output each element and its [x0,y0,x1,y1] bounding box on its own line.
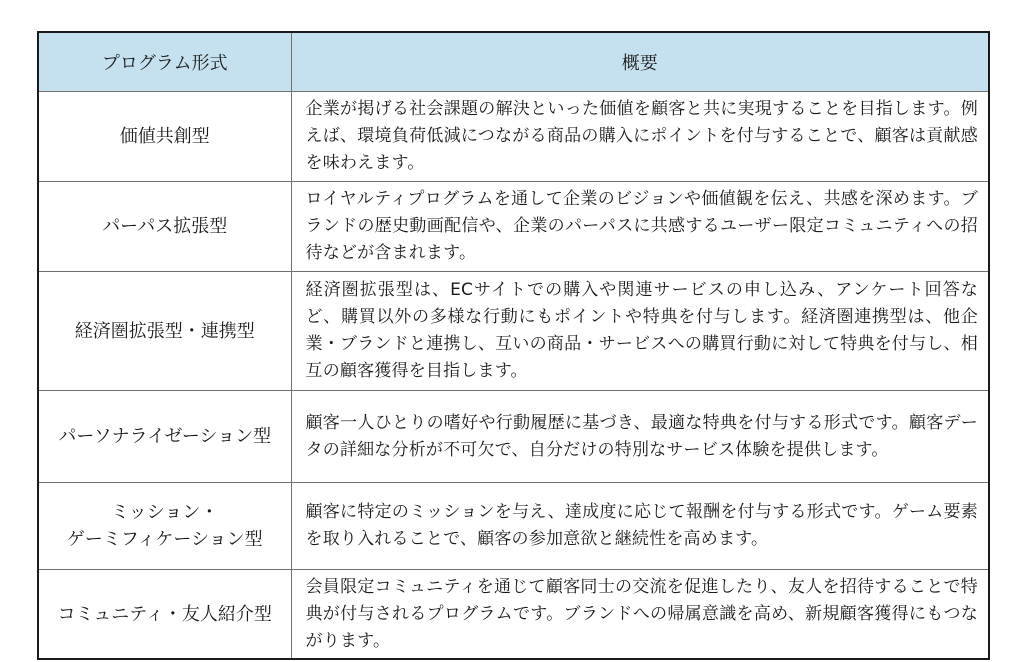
program-type-cell: パーソナライゼーション型 [38,391,291,483]
table-row [38,570,989,660]
table-row [38,391,989,483]
program-type-cell: ミッション・ ゲーミフィケーション型 [38,483,291,570]
program-summary-cell: 企業が掲げる社会課題の解決といった価値を顧客と共に実現することを目指します。例えば、環境負荷低減につながる商品の購入にポイントを付与することで、顧客は貢献感を味わえます。 [291,92,989,182]
program-summary-cell: ロイヤルティプログラムを通して企業のビジョンや価値観を伝え、共感を深めます。ブランドの歴史動画配信や、企業のパーパスに共感するユーザー限定コミュニティへの招待などが含まれます。 [291,182,989,272]
table-row [38,92,989,182]
program-summary-cell: 顧客に特定のミッションを与え、達成度に応じて報酬を付与する形式です。ゲーム要素を取り入れることで、顧客の参加意欲と継続性を高めます。 [291,483,989,570]
table-row [38,272,989,391]
program-summary-cell: 顧客一人ひとりの嗜好や行動履歴に基づき、最適な特典を付与する形式です。顧客データの詳細な分析が不可欠で、自分だけの特別なサービス体験を提供します。 [291,391,989,483]
table-header-row [38,32,989,92]
table-row [38,182,989,272]
program-summary-cell: 経済圏拡張型は、ECサイトでの購入や関連サービスの申し込み、アンケート回答など、購買以外の多様な行動にもポイントや特典を付与します。経済圏連携型は、他企業・ブランドと連携し、互いの商品・サービスへの購買行動に対して特典を付与し、相互の顧客獲得を目指します。 [291,272,989,391]
program-summary-cell: 会員限定コミュニティを通じて顧客同士の交流を促進したり、友人を招待することで特典が付与されるプログラムです。ブランドへの帰属意識を高め、新規顧客獲得にもつながります。 [291,570,989,660]
table-row [38,483,989,570]
program-format-table-container [37,31,988,660]
program-type-cell: 価値共創型 [38,92,291,182]
header-summary: 概要 [291,32,989,92]
program-format-table [37,31,990,660]
program-type-cell: 経済圏拡張型・連携型 [38,272,291,391]
header-program-format: プログラム形式 [38,32,291,92]
program-type-cell: コミュニティ・友人紹介型 [38,570,291,660]
program-type-cell: パーパス拡張型 [38,182,291,272]
